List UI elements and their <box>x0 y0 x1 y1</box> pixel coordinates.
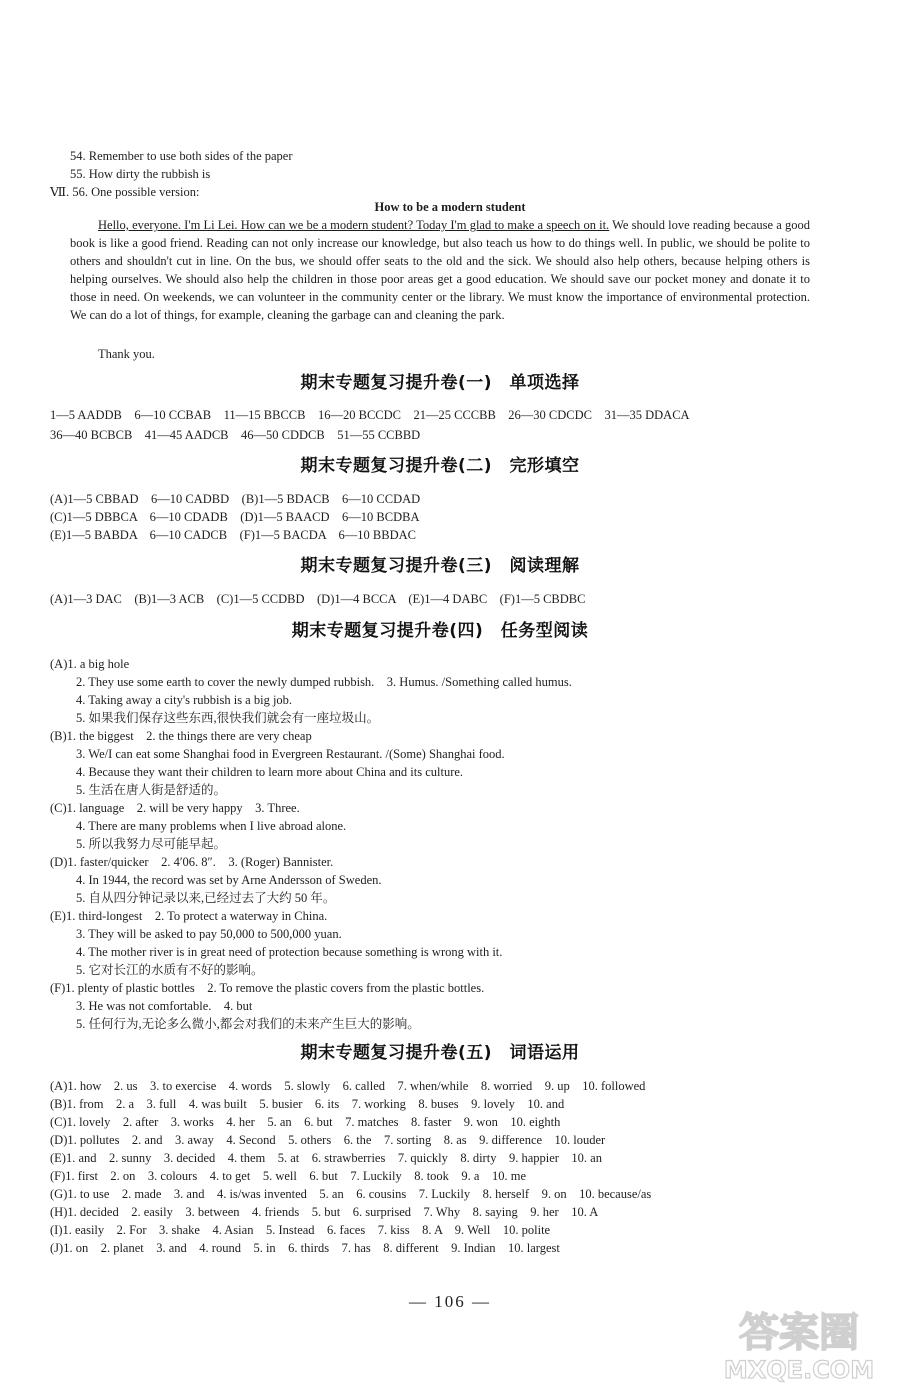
section-4-line: 5. 所以我努力尽可能早起。 <box>76 837 227 851</box>
section-2-line: (C)1—5 DBBCA 6—10 CDADB (D)1—5 BAACD 6—10 BCDBA <box>50 510 420 524</box>
section-5-line: (D)1. pollutes 2. and 3. away 4. Second 5. others 6. the 7. sorting 8. as 9. difference 10. louder <box>50 1133 606 1147</box>
essay-text: We should love reading because a good book is like a good friend. Reading can not only increase our knowledge, but also teach us how to do things well. In public, we should be polite to others and shouldn't cut in line. On the bus, we should offer seats to the old and the sick. We should also help others, because helping others is helping ourselves. We should also help the children in those poor areas get a good education. We should save our pocket money and donate it to those in need. On weekends, we can volunteer in the community center or the library. We must know the importance of environmental protection. We can do a lot of things, for example, cleaning the garbage can and cleaning the park. <box>70 218 810 322</box>
section-title-4: 期末专题复习提升卷(四) 任务型阅读 <box>291 621 589 641</box>
answer-56-header: Ⅶ. 56. One possible version: <box>50 185 200 199</box>
answer-54: 54. Remember to use both sides of the paper <box>70 149 293 163</box>
section-4-line: 5. 任何行为,无论多么微小,都会对我们的未来产生巨大的影响。 <box>76 1017 420 1031</box>
watermark-title: 答案圈 <box>739 1310 859 1356</box>
section-4-line: 5. 如果我们保存这些东西,很快我们就会有一座垃圾山。 <box>76 711 380 725</box>
page-number: — 106 — <box>409 1292 491 1311</box>
section-4-line: (B)1. the biggest 2. the things there are very cheap <box>50 729 312 743</box>
section-4-line: 2. They use some earth to cover the newly dumped rubbish. 3. Humus. /Something called humus. <box>76 675 572 689</box>
section-4-line: (C)1. language 2. will be very happy 3. Three. <box>50 801 300 815</box>
section-4-line: (E)1. third-longest 2. To protect a waterway in China. <box>50 909 328 923</box>
section-title-2: 期末专题复习提升卷(二) 完形填空 <box>300 456 580 476</box>
section-title-3: 期末专题复习提升卷(三) 阅读理解 <box>300 556 580 576</box>
section-5-line: (A)1. how 2. us 3. to exercise 4. words 5. slowly 6. called 7. when/while 8. worried 9. up 10. followed <box>50 1079 646 1093</box>
section-5-line: (G)1. to use 2. made 3. and 4. is/was invented 5. an 6. cousins 7. Luckily 8. herself 9. on 10. because/as <box>50 1187 652 1201</box>
section-4-line: 4. The mother river is in great need of protection because something is wrong with it. <box>76 945 503 959</box>
section-4-line: (A)1. a big hole <box>50 657 130 671</box>
section-5-line: (C)1. lovely 2. after 3. works 4. her 5. an 6. but 7. matches 8. faster 9. won 10. eighth <box>50 1115 561 1129</box>
section-5-line: (B)1. from 2. a 3. full 4. was built 5. busier 6. its 7. working 8. buses 9. lovely 10. and <box>50 1097 565 1111</box>
section-4-line: 5. 它对长江的水质有不好的影响。 <box>76 963 264 977</box>
essay-title: How to be a modern student <box>374 200 526 214</box>
section-4-line: 4. There are many problems when I live abroad alone. <box>76 819 347 833</box>
watermark-logo <box>704 1302 894 1384</box>
section-4-line: 5. 生活在唐人街是舒适的。 <box>76 783 227 797</box>
section-4-line: 4. Because they want their children to learn more about China and its culture. <box>76 765 464 779</box>
section-4-line: 3. They will be asked to pay 50,000 to 500,000 yuan. <box>76 927 342 941</box>
section-2-line: (E)1—5 BABDA 6—10 CADCB (F)1—5 BACDA 6—10 BBDAC <box>50 528 417 542</box>
section-4-line: 3. We/I can eat some Shanghai food in Evergreen Restaurant. /(Some) Shanghai food. <box>76 747 505 761</box>
section-4-line: 3. He was not comfortable. 4. but <box>76 999 253 1013</box>
section-5-line: (J)1. on 2. planet 3. and 4. round 5. in 6. thirds 7. has 8. different 9. Indian 10. largest <box>50 1241 560 1255</box>
section-4-line: 5. 自从四分钟记录以来,已经过去了大约 50 年。 <box>76 891 336 905</box>
section-4-line: 4. Taking away a city's rubbish is a big job. <box>76 693 293 707</box>
essay-opening: Hello, everyone. I'm Li Lei. How can we be a modern student? Today I'm glad to make a speech on it. <box>98 218 610 232</box>
watermark-url: MXQE.COM <box>723 1356 875 1384</box>
section-1-line: 1—5 AADDB 6—10 CCBAB 11—15 BBCCB 16—20 BCCDC 21—25 CCCBB 26—30 CDCDC 31—35 DDACA <box>50 408 690 422</box>
section-2-line: (A)1—5 CBBAD 6—10 CADBD (B)1—5 BDACB 6—10 CCDAD <box>50 492 421 506</box>
essay-body <box>70 216 810 324</box>
section-title-1: 期末专题复习提升卷(一) 单项选择 <box>300 373 580 393</box>
essay-closing: Thank you. <box>98 347 155 361</box>
section-4-line: (F)1. plenty of plastic bottles 2. To remove the plastic covers from the plastic bottles. <box>50 981 485 995</box>
section-4-line: (D)1. faster/quicker 2. 4′06. 8″. 3. (Roger) Bannister. <box>50 855 334 869</box>
answer-55: 55. How dirty the rubbish is <box>70 167 211 181</box>
section-1-line: 36—40 BCBCB 41—45 AADCB 46—50 CDDCB 51—55 CCBBD <box>50 428 421 442</box>
section-5-line: (F)1. first 2. on 3. colours 4. to get 5. well 6. but 7. Luckily 8. took 9. a 10. me <box>50 1169 526 1183</box>
section-5-line: (I)1. easily 2. For 3. shake 4. Asian 5. Instead 6. faces 7. kiss 8. A 9. Well 10. polite <box>50 1223 551 1237</box>
section-title-5: 期末专题复习提升卷(五) 词语运用 <box>300 1043 580 1063</box>
section-5-line: (E)1. and 2. sunny 3. decided 4. them 5. at 6. strawberries 7. quickly 8. dirty 9. happier 10. an <box>50 1151 602 1165</box>
section-5-line: (H)1. decided 2. easily 3. between 4. friends 5. but 6. surprised 7. Why 8. saying 9. her 10. A <box>50 1205 599 1219</box>
section-3-line: (A)1—3 DAC (B)1—3 ACB (C)1—5 CCDBD (D)1—4 BCCA (E)1—4 DABC (F)1—5 CBDBC <box>50 592 586 606</box>
section-4-line: 4. In 1944, the record was set by Arne Andersson of Sweden. <box>76 873 382 887</box>
